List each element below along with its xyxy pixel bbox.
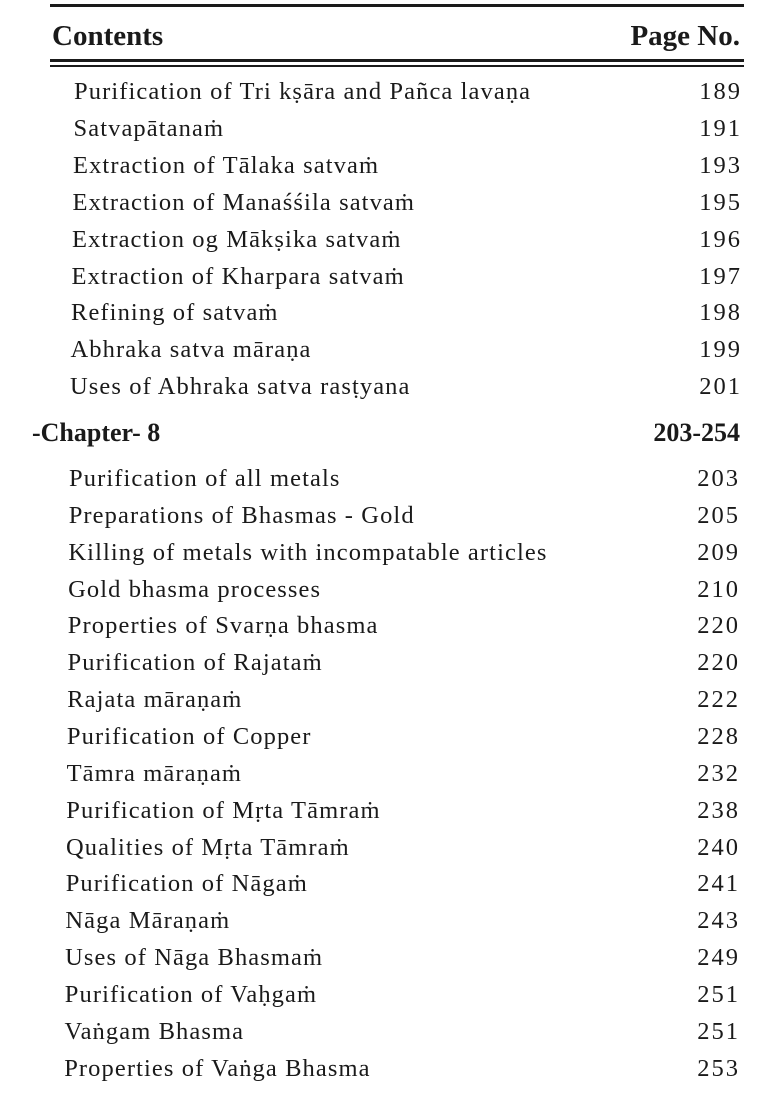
entry-page-number: 191 — [699, 114, 742, 142]
toc-entry — [68, 645, 741, 681]
toc-entry — [69, 498, 740, 534]
entry-title: Purification of Rajataṁ — [67, 649, 323, 677]
entry-page-number: 205 — [697, 501, 740, 529]
entry-title: Properties of Vaṅga Bhasma — [64, 1054, 371, 1082]
toc-entry — [71, 332, 743, 368]
entry-title: Extraction of Manaśśila satvaṁ — [72, 188, 416, 216]
toc-entry — [68, 535, 740, 571]
entry-title: Satvapātanaṁ — [73, 114, 225, 142]
entry-page-number: 240 — [697, 833, 740, 861]
entry-page-number: 220 — [697, 649, 740, 677]
toc-entry — [67, 719, 740, 755]
toc-entry — [68, 572, 740, 608]
entry-title: Nāga Māraṇaṁ — [65, 907, 231, 935]
toc-entry — [66, 793, 740, 829]
entry-title: Purification of Mṛta Tāmraṁ — [66, 796, 381, 824]
toc-entry — [66, 866, 740, 902]
entry-title: Gold bhasma processes — [68, 575, 322, 603]
toc-entry — [73, 185, 743, 221]
toc-entry — [65, 977, 740, 1013]
chapter-heading — [32, 415, 740, 451]
entry-title: Uses of Nāga Bhasmaṁ — [65, 944, 324, 972]
entry-title: Purification of Copper — [66, 722, 312, 750]
entry-title: Killing of metals with incompatable articles — [68, 538, 548, 566]
entry-title: Uses of Abhraka satva rasṭyana — [70, 373, 411, 401]
entry-page-number: 251 — [697, 980, 740, 1008]
toc-entry — [73, 148, 742, 184]
toc-entry — [65, 1014, 741, 1050]
entry-title: Purification of Tri kṣāra and Pañca lavaṇa — [74, 78, 532, 105]
entry-page-number: 195 — [699, 188, 742, 216]
entry-title: Purification of Nāgaṁ — [65, 870, 308, 898]
entry-page-number: 189 — [699, 78, 742, 105]
toc-entry — [74, 74, 742, 110]
entry-title: Extraction of Tālaka satvaṁ — [73, 151, 380, 179]
entry-page-number: 249 — [697, 944, 740, 972]
page-no-heading: Page No. — [630, 20, 740, 52]
entry-page-number: 203 — [697, 465, 740, 492]
entry-page-number: 220 — [697, 612, 740, 640]
entry-page-number: 241 — [697, 870, 740, 898]
entry-title: Qualities of Mṛta Tāmraṁ — [66, 833, 350, 861]
entry-page-number: 251 — [697, 1017, 740, 1045]
entry-page-number: 201 — [699, 373, 742, 401]
toc-entry — [65, 940, 740, 976]
entry-page-number: 193 — [699, 151, 742, 179]
entry-title: Rajata māraṇaṁ — [67, 686, 243, 714]
chapter-title: -Chapter- 8 — [32, 418, 161, 447]
toc-entry — [74, 111, 743, 147]
toc-entry — [67, 756, 740, 792]
entry-title: Preparations of Bhasmas - Gold — [68, 501, 415, 529]
entry-title: Tāmra māraṇaṁ — [66, 759, 243, 787]
entry-page-number: 198 — [699, 299, 742, 327]
entry-page-number: 197 — [699, 262, 742, 290]
entry-page-number: 232 — [697, 759, 740, 787]
toc-entry — [72, 259, 743, 295]
entry-page-number: 238 — [697, 796, 740, 824]
toc-entry — [72, 222, 742, 258]
toc-entry — [71, 295, 742, 331]
toc-entry — [64, 1051, 740, 1087]
entry-page-number: 209 — [697, 538, 740, 566]
entry-title: Extraction og Mākṣika satvaṁ — [72, 225, 402, 253]
entry-title: Purification of all metals — [69, 465, 341, 492]
toc-entry — [67, 682, 740, 718]
entry-page-number: 243 — [697, 907, 740, 935]
entry-page-number: 196 — [699, 225, 742, 253]
contents-heading: Contents — [52, 20, 164, 52]
chapter-page-range: 203-254 — [653, 418, 740, 447]
entry-page-number: 222 — [697, 686, 740, 714]
entry-title: Purification of Vaḥgaṁ — [64, 980, 318, 1008]
entry-title: Vaṅgam Bhasma — [64, 1017, 245, 1045]
entry-page-number: 228 — [697, 722, 740, 750]
toc-entry — [66, 830, 740, 866]
entry-title: Refining of satvaṁ — [71, 299, 279, 327]
entry-title: Properties of Svarṇa bhasma — [67, 612, 379, 640]
entry-title: Abhraka satva māraṇa — [70, 336, 312, 364]
toc-entry — [69, 461, 740, 497]
toc-entry — [65, 903, 740, 939]
entry-page-number: 199 — [699, 336, 742, 364]
toc-entry — [68, 608, 740, 644]
entry-page-number: 210 — [697, 575, 740, 603]
toc-entry — [70, 369, 742, 405]
entry-title: Extraction of Kharpara satvaṁ — [71, 262, 405, 290]
entry-page-number: 253 — [697, 1054, 740, 1082]
